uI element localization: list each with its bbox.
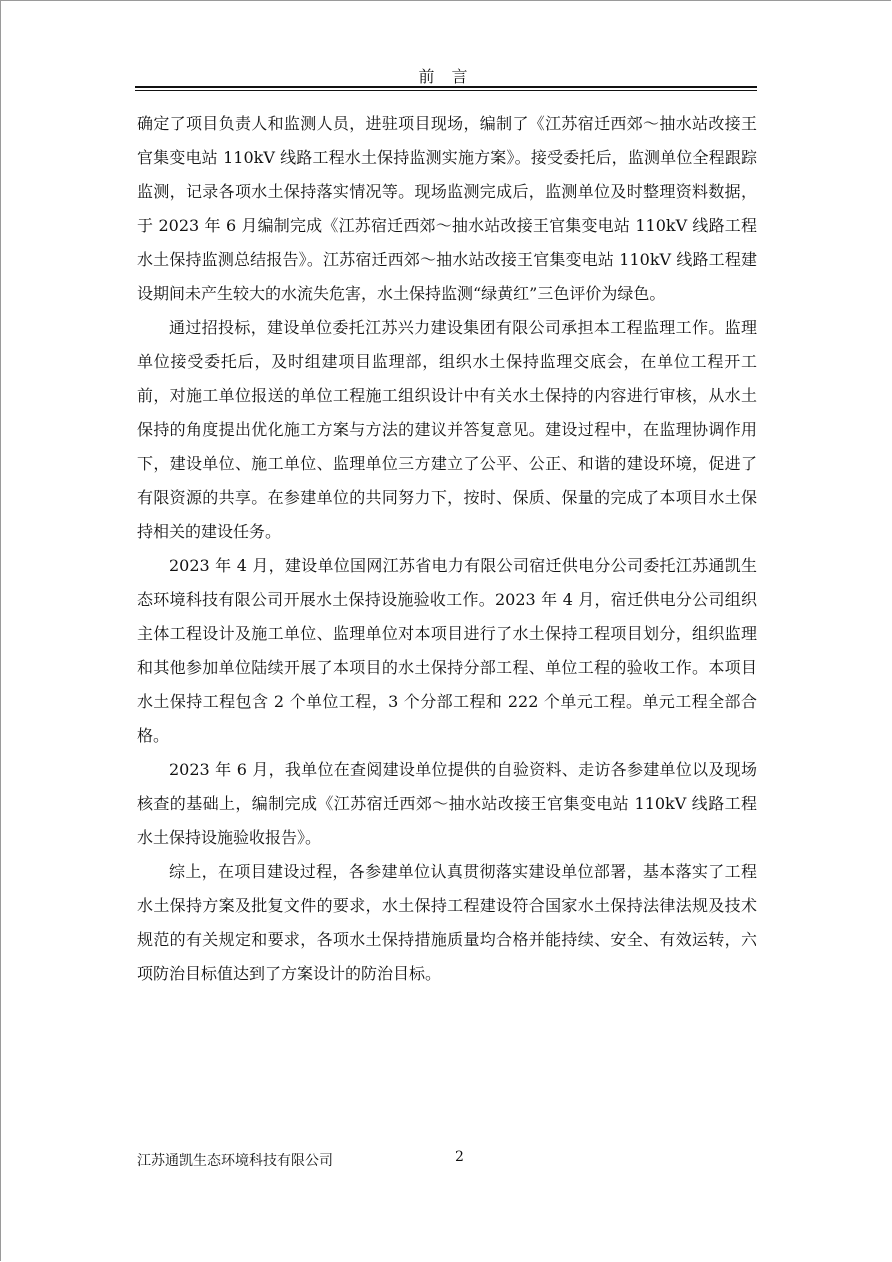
paragraph-monitoring: 确定了项目负责人和监测人员，进驻项目现场，编制了《江苏宿迁西郊～抽水站改接王官集变电站 110kV 线路工程水土保持监测实施方案》。接受委托后，监测单位全程跟踪监测，记录各项水土保持落实情况等。现场监测完成后，监测单位及时整理资料数据，于 2023 年 6 月编制完成《江苏宿迁西郊～抽水站改接王官集变电站 110kV 线路工程水土保持监测总结报告》。江苏宿迁西郊～抽水站改接王官集变电站 110kV 线路工程建设期间未产生较大的水流失危害，水土保持监测“绿黄红”三色评价为绿色。 <box>137 114 757 303</box>
footer-page-number: 2 <box>455 1149 464 1165</box>
header-rule-thin <box>135 90 757 91</box>
paragraph-acceptance: 2023 年 4 月，建设单位国网江苏省电力有限公司宿迁供电分公司委托江苏通凯生态环境科技有限公司开展水土保持设施验收工作。2023 年 4 月，宿迁供电分公司组织主体工程设计及施工单位、监理单位对本项目进行了水土保持工程项目划分，组织监理和其他参加单位陆续开展了本项目的水土保持分部工程、单位工程的验收工作。本项目水土保持工程包含 2 个单位工程，3 个分部工程和 222 个单元工程。单元工程全部合格。 <box>137 556 757 745</box>
header-rule-thick <box>135 86 757 88</box>
document-body <box>137 107 757 991</box>
paragraph-summary: 综上，在项目建设过程，各参建单位认真贯彻落实建设单位部署，基本落实了工程水土保持方案及批复文件的要求，水土保持工程建设符合国家水土保持法律法规及技术规范的有关规定和要求，各项水土保持措施质量均合格并能持续、安全、有效运转，六项防治目标值达到了方案设计的防治目标。 <box>137 862 757 983</box>
paragraph-report: 2023 年 6 月，我单位在查阅建设单位提供的自验资料、走访各参建单位以及现场核查的基础上，编制完成《江苏宿迁西郊～抽水站改接王官集变电站 110kV 线路工程水土保持设施验收报告》。 <box>137 760 757 847</box>
paragraph-supervision: 通过招投标，建设单位委托江苏兴力建设集团有限公司承担本工程监理工作。监理单位接受委托后，及时组建项目监理部，组织水土保持监理交底会，在单位工程开工前，对施工单位报送的单位工程施工组织设计中有关水土保持的内容进行审核，从水土保持的角度提出优化施工方案与方法的建议并答复意见。建设过程中，在监理协调作用下，建设单位、施工单位、监理单位三方建立了公平、公正、和谐的建设环境，促进了有限资源的共享。在参建单位的共同努力下，按时、保质、保量的完成了本项目水土保持相关的建设任务。 <box>137 318 757 541</box>
footer-company: 江苏通凯生态环境科技有限公司 <box>137 1153 333 1169</box>
page-header-title: 前 言 <box>418 67 474 86</box>
